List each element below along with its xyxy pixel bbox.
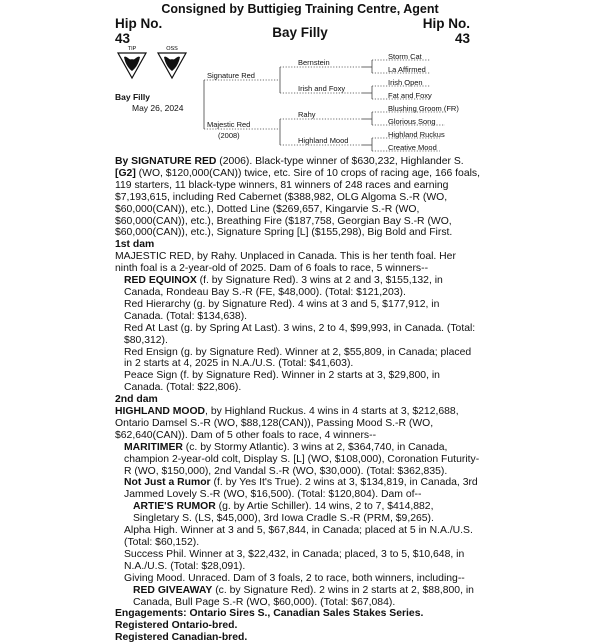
grade-badge: [G2]	[115, 167, 136, 179]
second-dam-foal-3-cont: (Total: $60,152).	[124, 537, 200, 548]
second-dam-intro	[115, 406, 480, 442]
foal-name: Not Just a Rumor	[124, 477, 211, 489]
first-dam-foal-3-cont: $80,312).	[124, 334, 168, 346]
svg-text:OSS: OSS	[166, 46, 178, 52]
first-dam-foal-4-cont: in 2 starts at 4, 2025 in N.A./U.S. (Total: $41,603).	[124, 358, 354, 370]
sire-sire-sire: Storm Cat	[388, 52, 422, 61]
sire-lead: By SIGNATURE RED	[115, 156, 217, 167]
foal-name: ARTIE'S RUMOR	[133, 501, 216, 513]
second-dam-foal-5: Giving Mood. Unraced. Dam of 3 foals, 2 to race, both winners, including--	[124, 572, 465, 584]
catalog-page-body	[115, 156, 480, 644]
hip-label-right: Hip No.	[422, 16, 470, 31]
second-dam-foal-2-offspring	[115, 501, 480, 525]
horse-title: Bay Filly	[272, 25, 328, 40]
second-dam-foal-4-cont: N.A./U.S. (Total: $28,091).	[124, 560, 246, 572]
dam-sire-sire: Blushing Groom (FR)	[388, 104, 459, 113]
first-dam-foal-1-cont: Canada, Rondeau Bay S.-R (FE, $48,000). (Total: $121,203).	[124, 286, 406, 298]
svg-text:TIP: TIP	[127, 46, 137, 52]
sire-sire-dam: La Affirmed	[388, 65, 426, 74]
first-dam-foal-4: Red Ensign (g. by Signature Red). Winner at 2, $55,809, in Canada; placed	[124, 346, 472, 358]
dam-name: Majestic Red	[207, 120, 251, 129]
first-dam-foal-5-cont: Canada. (Total: $22,806).	[124, 382, 242, 394]
sire-dam: Irish and Foxy	[298, 84, 346, 93]
hip-label-left: Hip No.	[115, 16, 163, 31]
second-dam-foal-3: Alpha High. Winner at 3 and 5, $67,844, in Canada; placed at 5 in N.A./U.S.	[124, 525, 473, 537]
foal-record: (f. by Signature Red). 3 wins at 2 and 3, $155,132, in	[196, 275, 443, 287]
consignor-line: Consigned by Buttigieg Training Centre, Agent	[161, 2, 439, 16]
first-dam-heading: 1st dam	[115, 239, 155, 251]
second-dam-foal-4: Success Phil. Winner at 3, $22,432, in Canada; placed, 3 to 5, $10,648, in	[124, 548, 465, 560]
second-dam-name: HIGHLAND MOOD	[115, 406, 206, 418]
first-dam-foal-5: Peace Sign (f. by Signature Red). Winner in 2 starts at 3, $29,800, in	[124, 370, 440, 382]
foal-record: (g. by Artie Schiller). 14 wins, 2 to 7, $414,882, Singletary S. (LS, $45,000), 3rd Iowa Cradle S.-R (PRM, $9,265).	[133, 501, 434, 525]
first-dam-foal-3: Red At Last (g. by Spring At Last). 3 wins, 2 to 4, $99,993, in Canada. (Total:	[124, 322, 476, 334]
foal-date-of-birth: May 26, 2024	[132, 103, 184, 113]
foal-description: Bay Filly	[115, 92, 150, 102]
dam-dam: Highland Mood	[298, 136, 349, 145]
dam-sire: Rahy	[298, 110, 316, 119]
dam-dam-dam: Creative Mood	[388, 143, 437, 152]
sire-dam-dam: Fat and Foxy	[388, 91, 432, 100]
hip-number-left: 43	[115, 31, 131, 46]
first-dam-foal-2-cont: Canada. (Total: $134,638).	[124, 310, 248, 322]
sire-name: Signature Red	[207, 71, 255, 80]
sire-paragraph	[115, 156, 480, 239]
dam-dam-sire: Highland Ruckus	[388, 130, 445, 139]
foal-name: MARITIMER	[124, 441, 183, 453]
sire-sire: Bernstein	[298, 58, 330, 67]
second-dam-record: , by Highland Ruckus. 4 wins in 4 starts at 3, $212,688, Ontario Damsel S.-R (WO, $88,128(CAN)), Passing Mood S.-R (WO, $62,640(CAN)). Dam of 5 other foals to race, 4 winners--	[115, 406, 459, 441]
pedigree-chart	[0, 0, 600, 160]
foal-name: RED EQUINOX	[124, 275, 197, 287]
foal-name: RED GIVEAWAY	[133, 584, 213, 596]
sire-text-2: (WO, $120,000(CAN)) twice, etc. Sire of 10 crops of racing age, 166 foals, 119 starters, 11 black-type winners, 81 winners of 248 races and earning $7,193,615, including Red Cabernet ($388,982, OLG Algoma S.-R (WO, $60,000(CAN)), etc.), Dotted Line ($269,657, Kingarvie S.-R (WO, $60,000(CAN)), etc.), Breathing Fire ($187,758, Georgian Bay S.-R (WO, $60,000(CAN)), etc.), Signature Spring [L] ($155,298), Big Bold and First.	[115, 167, 480, 239]
dam-year: (2008)	[218, 131, 240, 140]
second-dam-foal-1	[115, 442, 480, 478]
registration-ontario: Registered Ontario-bred.	[115, 620, 238, 632]
engagements-line: Engagements: Ontario Sires S., Canadian Sales Stakes Series.	[115, 608, 424, 620]
first-dam-foal-2: Red Hierarchy (g. by Signature Red). 4 wins at 3 and 5, $177,912, in	[124, 298, 440, 310]
registration-canada: Registered Canadian-bred.	[115, 632, 248, 644]
first-dam-foal-1	[115, 275, 480, 287]
foal-record: (c. by Signature Red). 2 wins in 2 starts at 2, $88,800, in Canada, Bull Page S.-R (WO, $60,000). (Total: $67,084).	[133, 584, 474, 608]
second-dam-foal-2	[115, 477, 480, 501]
foal-record: (c. by Stormy Atlantic). 3 wins at 2, $364,740, in Canada, champion 2-year-old colt, Display S. [L] (WO, $108,000), Coronation Futurity-R (WO, $150,000), 2nd Vandal S.-R (WO, $30,000). (Total: $362,835).	[124, 441, 480, 477]
hip-number-right: 43	[454, 31, 470, 46]
first-dam-intro: MAJESTIC RED, by Rahy. Unplaced in Canada. This is her tenth foal. Her ninth foal is a 2-year-old of 2025. Dam of 6 foals to race, 5 winners--	[115, 251, 456, 275]
sire-dam-sire: Irish Open	[388, 78, 423, 87]
dam-sire-dam: Glorious Song	[388, 117, 436, 126]
sire-text-1: (2006). Black-type winner of $630,232, Highlander S.	[216, 156, 464, 167]
second-dam-foal-5-offspring	[115, 585, 480, 609]
second-dam-heading: 2nd dam	[115, 394, 158, 406]
foal-record: (f. by Yes It's True). 2 wins at 3, $134,819, in Canada, 3rd Jammed Lovely S.-R (WO, $16,500). (Total: $120,804). Dam of--	[124, 477, 478, 501]
